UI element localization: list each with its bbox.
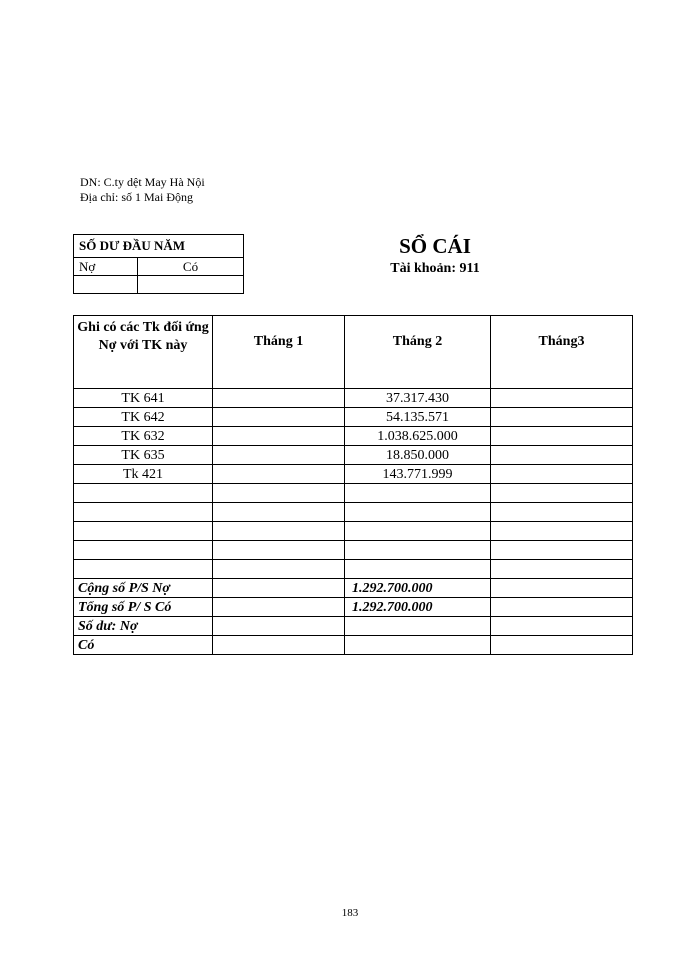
- empty-cell: [345, 484, 491, 503]
- empty-row: [74, 484, 633, 503]
- month-1-cell: [213, 408, 345, 427]
- header-month-3: Tháng3: [491, 316, 633, 389]
- empty-cell: [345, 522, 491, 541]
- header-account: Ghi có các Tk đối ứng Nợ với TK này: [74, 316, 213, 389]
- empty-row: [74, 522, 633, 541]
- page-title: SỔ CÁI: [399, 234, 471, 258]
- page-number: 183: [341, 907, 359, 919]
- totals-month-2: [345, 636, 491, 655]
- empty-cell: [345, 560, 491, 579]
- empty-cell: [74, 541, 213, 560]
- empty-row: [74, 560, 633, 579]
- account-cell: TK 641: [74, 389, 213, 408]
- month-1-cell: [213, 465, 345, 484]
- empty-row: [74, 541, 633, 560]
- opening-balance-debit-label: Nợ: [74, 258, 138, 276]
- table-row: [74, 446, 633, 465]
- opening-balance-table: [73, 234, 244, 294]
- totals-label: Cộng số P/S Nợ: [74, 579, 213, 598]
- month-2-cell: 1.038.625.000: [345, 427, 491, 446]
- month-3-cell: [491, 465, 633, 484]
- empty-cell: [74, 560, 213, 579]
- account-cell: TK 632: [74, 427, 213, 446]
- totals-month-2: 1.292.700.000: [345, 579, 491, 598]
- month-3-cell: [491, 389, 633, 408]
- totals-month-3: [491, 636, 633, 655]
- ledger-table: [73, 315, 633, 655]
- empty-cell: [213, 522, 345, 541]
- month-1-cell: [213, 446, 345, 465]
- empty-cell: [491, 522, 633, 541]
- month-2-cell: 18.850.000: [345, 446, 491, 465]
- month-3-cell: [491, 446, 633, 465]
- month-2-cell: 54.135.571: [345, 408, 491, 427]
- totals-row: [74, 636, 633, 655]
- ledger-heading: [340, 234, 530, 280]
- empty-cell: [345, 541, 491, 560]
- totals-row: [74, 579, 633, 598]
- table-row: [74, 389, 633, 408]
- header-month-1: Tháng 1: [213, 316, 345, 389]
- totals-label: Số dư: Nợ: [74, 617, 213, 636]
- account-label: Tài khoản: 911: [390, 261, 480, 276]
- empty-cell: [213, 484, 345, 503]
- empty-row: [74, 503, 633, 522]
- opening-balance-credit-value: [138, 276, 244, 294]
- ledger-header-row: [74, 316, 633, 389]
- company-info: [80, 175, 205, 205]
- empty-cell: [213, 541, 345, 560]
- company-address: Địa chỉ: số 1 Mai Động: [80, 190, 193, 204]
- account-cell: TK 635: [74, 446, 213, 465]
- empty-cell: [491, 503, 633, 522]
- empty-cell: [345, 503, 491, 522]
- empty-cell: [213, 503, 345, 522]
- opening-balance-title: SỐ DƯ ĐẦU NĂM: [74, 235, 244, 258]
- header-month-2: Tháng 2: [345, 316, 491, 389]
- month-1-cell: [213, 427, 345, 446]
- totals-row: [74, 617, 633, 636]
- empty-cell: [491, 484, 633, 503]
- table-row: [74, 465, 633, 484]
- opening-balance-debit-value: [74, 276, 138, 294]
- totals-month-2: 1.292.700.000: [345, 598, 491, 617]
- table-row: [74, 408, 633, 427]
- totals-month-1: [213, 636, 345, 655]
- totals-month-1: [213, 617, 345, 636]
- opening-balance-credit-label: Có: [138, 258, 244, 276]
- company-name: DN: C.ty dệt May Hà Nội: [80, 175, 205, 189]
- empty-cell: [74, 484, 213, 503]
- totals-row: [74, 598, 633, 617]
- empty-cell: [491, 560, 633, 579]
- account-cell: Tk 421: [74, 465, 213, 484]
- month-2-cell: 143.771.999: [345, 465, 491, 484]
- account-cell: TK 642: [74, 408, 213, 427]
- totals-month-1: [213, 598, 345, 617]
- month-1-cell: [213, 389, 345, 408]
- totals-month-3: [491, 579, 633, 598]
- empty-cell: [74, 503, 213, 522]
- totals-month-1: [213, 579, 345, 598]
- totals-month-3: [491, 598, 633, 617]
- empty-cell: [213, 560, 345, 579]
- table-row: [74, 427, 633, 446]
- totals-month-3: [491, 617, 633, 636]
- month-3-cell: [491, 408, 633, 427]
- month-3-cell: [491, 427, 633, 446]
- empty-cell: [74, 522, 213, 541]
- month-2-cell: 37.317.430: [345, 389, 491, 408]
- empty-cell: [491, 541, 633, 560]
- totals-label: Tổng số P/ S Có: [74, 598, 213, 617]
- totals-month-2: [345, 617, 491, 636]
- totals-label: Có: [74, 636, 213, 655]
